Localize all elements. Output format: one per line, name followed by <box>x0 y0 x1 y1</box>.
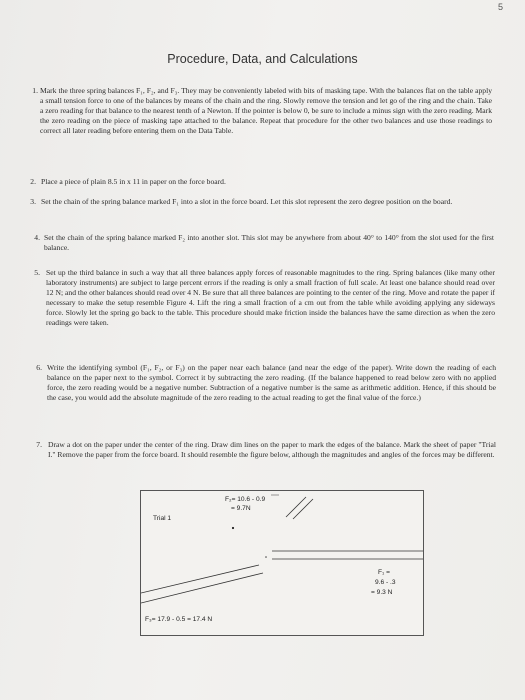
f2-balance-edge-line <box>286 497 306 517</box>
step-number: 7. <box>36 440 42 449</box>
trial-force-diagram <box>140 490 424 636</box>
f2-reading-line1: F₂= 10.6 - 0.9 <box>225 496 266 503</box>
step-text: Set the chain of the spring balance marked F₁ into a slot in the force board. Let this slot represent the zero degree position on the board. <box>41 197 453 206</box>
f2-reading-line2: = 9.7N <box>231 505 251 512</box>
step-text: Mark the three spring balances F₁, F₂, and F₃. They may be conveniently labeled with bits of masking tape. With the balances flat on the table apply a small tension force to one of the balances by means of the chain and the ring. Slowly remove the tension and let go of the ring and the chain. Take a zero reading for that balance to the nearest tenth of a Newton. If the pointer is below 0, be sure to include a minus sign with the zero reading. Mark the zero reading on the piece of masking tape attached to the balance. Repeat that procedure for the other two balances and use those readings to correct all later reading before entering them on the Data Table. <box>40 86 492 135</box>
force-lines <box>141 491 423 635</box>
f2-balance-edge-line <box>293 499 313 519</box>
ring-mark-dot <box>265 556 267 558</box>
f3-reading: F₃= 17.9 - 0.5 = 17.4 N <box>145 616 213 623</box>
step-number: 1. <box>32 86 38 95</box>
page-number: 5 <box>497 2 503 12</box>
trial-label: Trial 1 <box>153 515 172 522</box>
step-text: Set the chain of the spring balance marked F₂ into another slot. This slot may be anywhere from about 40° to 140° from the slot used for the first balance. <box>44 233 494 252</box>
step-number: 6. <box>36 363 42 372</box>
step-text: Set up the third balance in such a way that all three balances apply forces of reasonable magnitudes to the ring. Spring balances (like many other laboratory instruments) are subject to large percent errors if the reading is only a small fraction of full scale. At least one balance should read over 12 N; and the other balances should read over 4 N. Be sure that all three balances are pointing to the center of the ring. Move and rotate the paper if necessary to make the setup resemble Figure 4. Lift the ring a small fraction of a cm out from the table while avoiding applying any sideways force. Slowly let the spring go back to the table. This procedure should make friction inside the balances have the same direction as when the zero readings were taken. <box>46 268 495 327</box>
f3-balance-edge-line <box>141 573 263 603</box>
step-number: 2. <box>30 177 36 186</box>
step-number: 3. <box>30 197 36 206</box>
step-number: 5. <box>34 268 40 277</box>
step-number: 4. <box>34 233 40 242</box>
page-title: Procedure, Data, and Calculations <box>167 52 358 66</box>
f1-reading-line1: F₁ = <box>378 569 390 576</box>
step-text: Draw a dot on the paper under the center of the ring. Draw dim lines on the paper to mark the edges of the balance. Mark the sheet of paper "Trial I." Remove the paper from the force board. It should resemble the figure below, although the magnitudes and angles of the forces may be different. <box>48 440 496 459</box>
step-text: Write the identifying symbol (F₁, F₂, or F₃) on the paper near each balance (and near the edge of the paper). Write down the reading of each balance on the paper next to the symbol. Correct it by subtracting the zero reading. (If the balance happened to read below zero with no applied force, the zero reading would be a negative number. Subtraction of a negative number is the same as arithmetic addition. Hence, if this should be the case, you would add the absolute magnitude of the zero reading to the actual reading to get the final value of the force.) <box>47 363 496 402</box>
f1-reading-line3: = 9.3 N <box>371 589 393 596</box>
ring-center-dot <box>232 527 234 529</box>
f1-reading-line2: 9.6 - .3 <box>375 579 396 586</box>
step-text: Place a piece of plain 8.5 in x 11 in paper on the force board. <box>41 177 226 186</box>
